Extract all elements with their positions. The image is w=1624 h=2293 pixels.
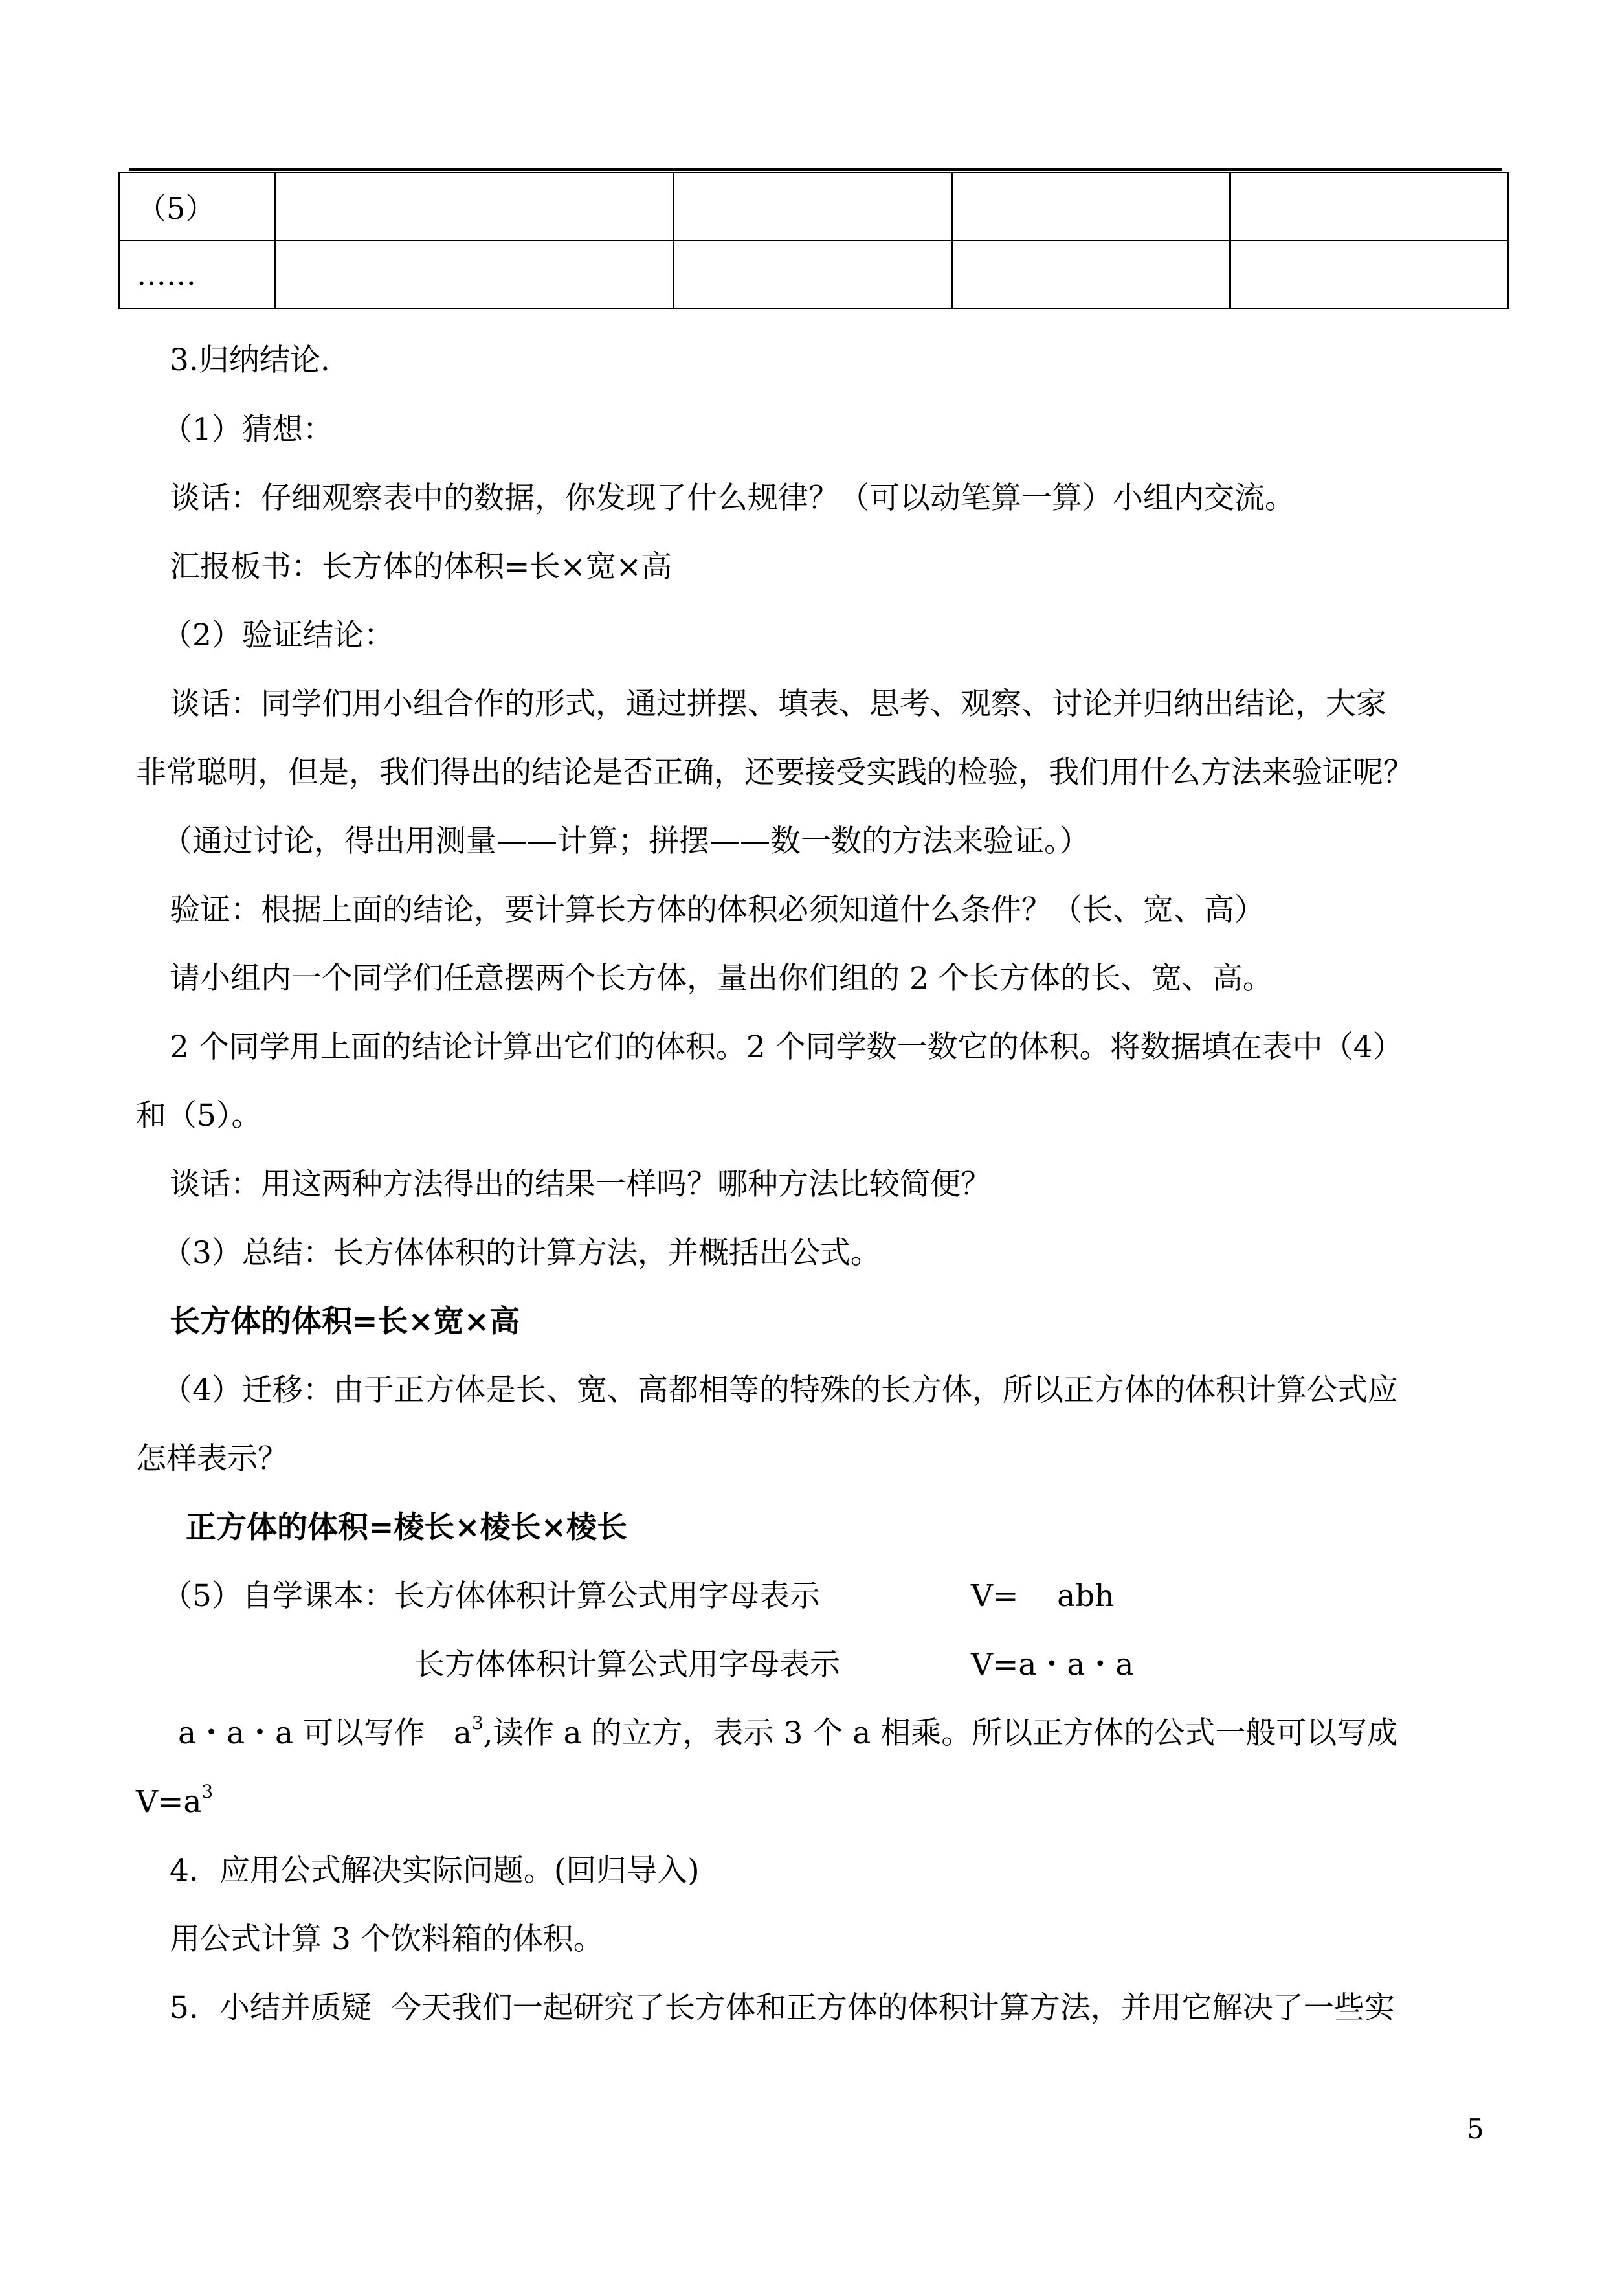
paragraph-line: 和（5）。 [136,1098,262,1134]
formula-letters: V= abh [971,1578,1115,1614]
table-cell [276,241,674,309]
section-heading: 4．应用公式解决实际问题。(回归导入) [170,1853,700,1888]
paragraph-line: 谈话：用这两种方法得出的结果一样吗？哪种方法比较简便？ [170,1167,991,1202]
subsection-heading: （1）猜想： [162,412,333,447]
paragraph-line: 请小组内一个同学们任意摆两个长方体，量出你们组的 2 个长方体的长、宽、高。 [170,961,1273,996]
paragraph-text: V=a [136,1784,202,1820]
paragraph-line: （5）自学课本：长方体体积计算公式用字母表示 [162,1578,820,1614]
paragraph-text: ,读作 a 的立方，表示 3 个 a 相乘。所以正方体的公式一般可以写成 [483,1716,1398,1751]
superscript: 3 [471,1712,484,1734]
table-cell [1230,241,1509,309]
table-row [119,241,1509,309]
section-heading: 5．小结并质疑 今天我们一起研究了长方体和正方体的体积计算方法，并用它解决了一些实 [170,1990,1395,2026]
table-cell: （5） [119,173,276,241]
table-cell [952,173,1230,241]
paragraph-line [178,1712,1398,1751]
table-cell: …… [119,241,276,309]
header-rule [129,168,1502,171]
paragraph-line: 验证：根据上面的结论，要计算长方体的体积必须知道什么条件？（长、宽、高） [170,892,1265,928]
paragraph-line: 非常聪明，但是，我们得出的结论是否正确，还要接受实践的检验，我们用什么方法来验证呢？ [136,755,1414,790]
formula-cube-power [136,1781,214,1820]
table-row [119,173,1509,241]
table-cell [674,241,952,309]
formula-cube-volume: 正方体的体积=棱长×棱长×棱长 [186,1510,628,1545]
table-cell [674,173,952,241]
paragraph-line: 谈话：仔细观察表中的数据，你发现了什么规律？（可以动笔算一算）小组内交流。 [170,480,1295,516]
superscript: 3 [201,1781,214,1802]
formula-cuboid-volume: 长方体的体积=长×宽×高 [170,1304,520,1339]
paragraph-line: 2 个同学用上面的结论计算出它们的体积。2 个同学数一数它的体积。将数据填在表中（4） [170,1029,1403,1065]
table-cell [276,173,674,241]
paragraph-line: （通过讨论，得出用测量——计算；拼摆——数一数的方法来验证。） [162,823,1090,859]
paragraph-line: 用公式计算 3 个饮料箱的体积。 [170,1921,604,1957]
paragraph-line: 谈话：同学们用小组合作的形式，通过拼摆、填表、思考、观察、讨论并归纳出结论，大家 [170,686,1386,722]
paragraph-line: （4）迁移：由于正方体是长、宽、高都相等的特殊的长方体，所以正方体的体积计算公式应 [162,1372,1398,1408]
section-heading: 3.归纳结论. [170,342,330,378]
page-number: 5 [1467,2113,1484,2145]
table-cell [1230,173,1509,241]
paragraph-line: 长方体体积计算公式用字母表示 [414,1647,840,1683]
paragraph-line: 汇报板书：长方体的体积=长×宽×高 [170,549,673,585]
subsection-heading: （2）验证结论： [162,618,394,653]
table-cell [952,241,1230,309]
formula-letters: V=a・a・a [971,1647,1134,1683]
paragraph-line: 怎样表示？ [136,1441,288,1477]
subsection-heading: （3）总结：长方体体积的计算方法，并概括出公式。 [162,1235,881,1271]
data-table [118,172,1509,309]
paragraph-text: a・a・a 可以写作 a [178,1716,472,1751]
